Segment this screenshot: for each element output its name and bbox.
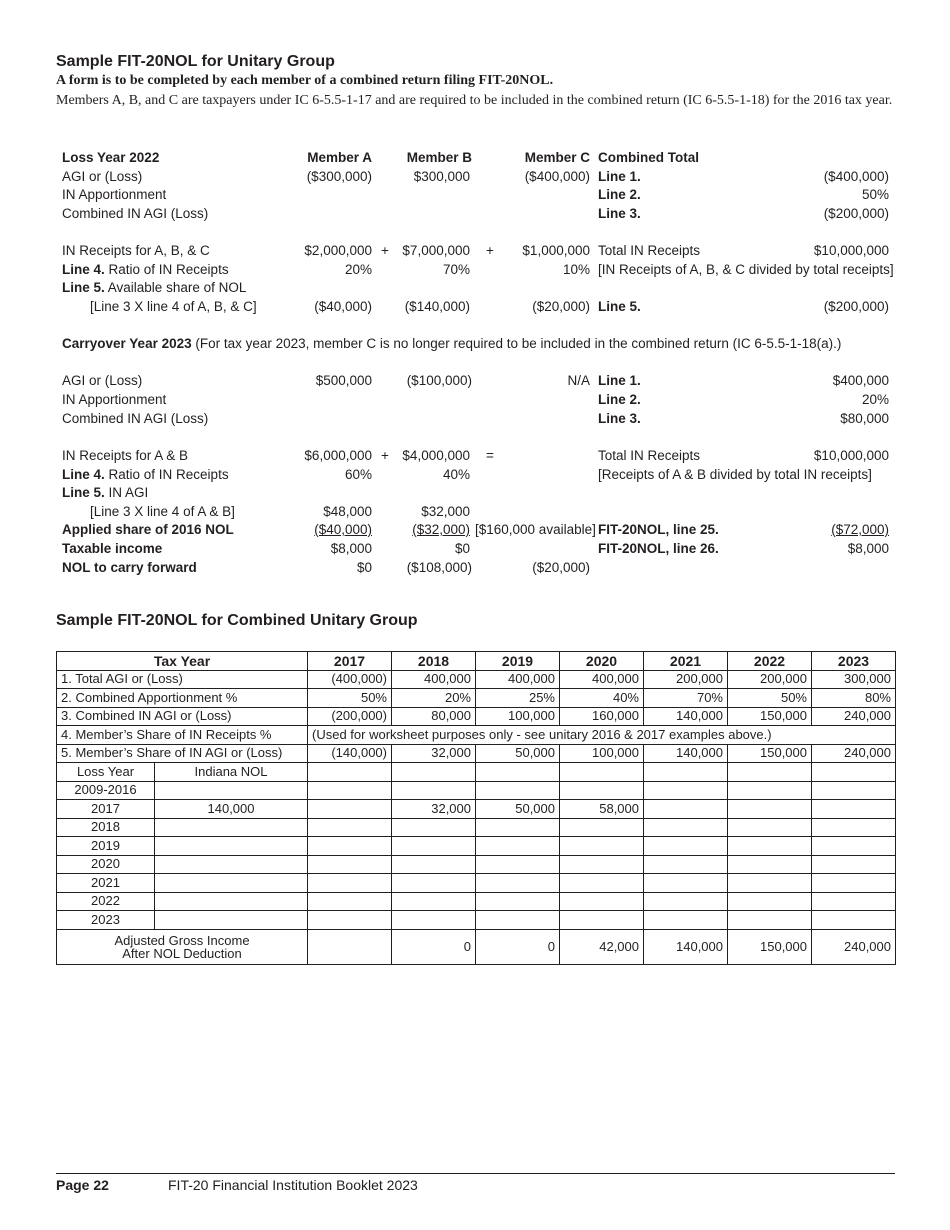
loss-year-cell: 2019	[57, 837, 155, 856]
line2-label: Line 2.	[598, 187, 641, 202]
c-ratio-label: Ratio of IN Receipts	[104, 467, 229, 482]
table-cell: 240,000	[812, 707, 896, 726]
loss-year-cell: 2020	[57, 855, 155, 874]
c-ratio-row-label	[62, 467, 229, 483]
table-row	[57, 707, 896, 726]
c-inagi-row-label	[62, 485, 148, 501]
c-combined-agi-label: Combined IN AGI (Loss)	[62, 411, 209, 426]
table-cell: 50,000	[476, 800, 560, 819]
line4-label: Line 4.	[62, 262, 105, 277]
table-cell	[392, 763, 476, 782]
section2-title: Sample FIT-20NOL for Combined Unitary Group	[56, 612, 418, 629]
loss-year-row	[57, 781, 896, 800]
table-cell: 80,000	[392, 707, 476, 726]
table-cell	[392, 818, 476, 837]
member-b-header: Member B	[406, 150, 472, 165]
table-cell	[728, 818, 812, 837]
loss-year-cell: 2023	[57, 911, 155, 930]
indiana-nol-header: Indiana NOL	[155, 763, 308, 782]
table-cell	[560, 837, 644, 856]
table-cell: 32,000	[392, 744, 476, 763]
receipts-c: $1,000,000	[522, 243, 590, 258]
row-label: 2. Combined Apportionment %	[57, 689, 308, 708]
agi-after-nol-row	[57, 929, 896, 964]
table-cell	[644, 855, 728, 874]
table-cell: 100,000	[476, 707, 560, 726]
table-cell	[644, 892, 728, 911]
table-cell: 42,000	[560, 929, 644, 964]
table-header-row	[57, 652, 896, 671]
row-label: 4. Member’s Share of IN Receipts %	[57, 726, 308, 745]
table-cell	[560, 855, 644, 874]
line5-total-label: Line 5.	[598, 299, 641, 314]
agi-b: $300,000	[413, 169, 470, 184]
share-label: Available share of NOL	[104, 280, 247, 295]
table-cell	[560, 763, 644, 782]
indiana-nol-cell	[155, 892, 308, 911]
subtitle: A form is to be completed by each member of a combined return filing FIT-20NOL.	[56, 73, 554, 88]
row-label: 3. Combined IN AGI or (Loss)	[57, 707, 308, 726]
table-cell	[812, 800, 896, 819]
loss-year-row	[57, 874, 896, 893]
nol-a: $0	[356, 560, 372, 575]
table-cell	[392, 837, 476, 856]
applied-share-a: ($40,000)	[314, 522, 372, 537]
table-cell: 400,000	[560, 670, 644, 689]
table-cell	[728, 763, 812, 782]
equals-sign: =	[486, 448, 494, 463]
table-cell	[728, 911, 812, 930]
loss-year-cell: 2017	[57, 800, 155, 819]
share-b: ($140,000)	[404, 299, 470, 314]
c-ratio-a: 60%	[344, 467, 372, 482]
page-number: Page 22	[56, 1177, 109, 1193]
table-cell: (400,000)	[308, 670, 392, 689]
footer-divider	[56, 1173, 895, 1174]
table-cell	[392, 874, 476, 893]
apportionment-label: IN Apportionment	[62, 187, 167, 202]
table-cell	[644, 818, 728, 837]
table-cell	[644, 781, 728, 800]
intro-paragraph: Members A, B, and C are taxpayers under IC 6-5.5-1-17 and are required to be included in the combined return (IC 6-5.5-1-18) for the 2016 tax year.	[56, 93, 893, 108]
year-header: 2019	[476, 652, 560, 671]
table-cell	[308, 855, 392, 874]
table-cell: 0	[392, 929, 476, 964]
year-header: 2018	[392, 652, 476, 671]
table-cell	[728, 837, 812, 856]
table-cell: 160,000	[560, 707, 644, 726]
c-line1-label: Line 1.	[598, 373, 641, 388]
nol-carry-forward-label: NOL to carry forward	[62, 560, 197, 575]
table-cell	[392, 892, 476, 911]
table-cell	[560, 911, 644, 930]
share-a: ($40,000)	[314, 299, 372, 314]
c-receipts-label: IN Receipts for A & B	[62, 448, 189, 463]
applied-share-label: Applied share of 2016 NOL	[62, 522, 234, 537]
line26-value: $8,000	[847, 541, 889, 556]
indiana-nol-cell	[155, 855, 308, 874]
ratio-row-label	[62, 262, 229, 278]
unitary-group-table	[56, 651, 896, 965]
line25-value: ($72,000)	[831, 522, 889, 537]
row-label: 1. Total AGI or (Loss)	[57, 670, 308, 689]
table-cell	[560, 874, 644, 893]
nol-b: ($108,000)	[406, 560, 472, 575]
loss-year-row	[57, 818, 896, 837]
table-cell: 150,000	[728, 744, 812, 763]
nol-c: ($20,000)	[532, 560, 590, 575]
line25-label: FIT-20NOL, line 25.	[598, 522, 719, 537]
loss-year-cell: 2009-2016	[57, 781, 155, 800]
c-ratio-note: [Receipts of A & B divided by total IN receipts]	[598, 467, 872, 482]
agi-after-nol-label-line1: Adjusted Gross Income	[114, 932, 250, 948]
table-cell	[812, 837, 896, 856]
line5-label: Line 5.	[62, 280, 105, 295]
loss-year-row	[57, 855, 896, 874]
table-cell	[476, 874, 560, 893]
share-sublabel: [Line 3 X line 4 of A, B, & C]	[90, 299, 257, 314]
tax-year-header: Tax Year	[57, 652, 308, 671]
c-agi-c: N/A	[567, 373, 590, 388]
table-cell: 150,000	[728, 707, 812, 726]
loss-rows	[57, 781, 896, 929]
table-cell: 20%	[392, 689, 476, 708]
table-cell	[476, 855, 560, 874]
loss-year-header: Loss Year	[57, 763, 155, 782]
table-cell: 50%	[308, 689, 392, 708]
line5-total-value: ($200,000)	[823, 299, 889, 314]
line1-value: ($400,000)	[823, 169, 889, 184]
line26-label: FIT-20NOL, line 26.	[598, 541, 719, 556]
table-cell: 140,000	[644, 929, 728, 964]
table-cell	[560, 892, 644, 911]
table-cell	[308, 781, 392, 800]
table-cell: 80%	[812, 689, 896, 708]
table-cell: 70%	[644, 689, 728, 708]
table-cell	[728, 855, 812, 874]
table-cell	[644, 763, 728, 782]
member-a-header: Member A	[307, 150, 372, 165]
carryover-heading: Carryover Year 2023	[62, 336, 192, 351]
table-cell: 200,000	[644, 670, 728, 689]
table-cell	[812, 818, 896, 837]
table-cell	[392, 781, 476, 800]
table-cell: 200,000	[728, 670, 812, 689]
table-row	[57, 744, 896, 763]
table-cell	[812, 763, 896, 782]
table-cell: 400,000	[476, 670, 560, 689]
total-receipts-label: Total IN Receipts	[598, 243, 701, 258]
table-cell	[728, 800, 812, 819]
table-cell	[308, 818, 392, 837]
c-agi-b: ($100,000)	[406, 373, 472, 388]
c-receipts-a: $6,000,000	[304, 448, 372, 463]
share-row-label	[62, 280, 246, 296]
c-agi-label: AGI or (Loss)	[62, 373, 143, 388]
table-cell: 300,000	[812, 670, 896, 689]
agi-c: ($400,000)	[524, 169, 590, 184]
year-header: 2017	[308, 652, 392, 671]
c-inagi-label: IN AGI	[104, 485, 149, 500]
available-note: [$160,000 available]	[475, 522, 596, 537]
table-cell	[728, 892, 812, 911]
table-cell	[392, 911, 476, 930]
agi-after-nol-label	[57, 929, 308, 964]
loss-year-cell: 2018	[57, 818, 155, 837]
taxable-a: $8,000	[330, 541, 372, 556]
table-cell	[308, 874, 392, 893]
table-cell	[476, 818, 560, 837]
indiana-nol-cell	[155, 874, 308, 893]
table-cell: 58,000	[560, 800, 644, 819]
c-total-receipts-label: Total IN Receipts	[598, 448, 701, 463]
row-label: 5. Member’s Share of IN AGI or (Loss)	[57, 744, 308, 763]
table-cell	[476, 763, 560, 782]
receipts-b: $7,000,000	[402, 243, 470, 258]
indiana-nol-cell	[155, 781, 308, 800]
c-agi-a: $500,000	[315, 373, 372, 388]
loss-year-header-row	[57, 763, 896, 782]
table-cell: 32,000	[392, 800, 476, 819]
page-title: Sample FIT-20NOL for Unitary Group	[56, 53, 335, 70]
c-inagi-a: $48,000	[323, 504, 372, 519]
loss-year-cell: 2022	[57, 892, 155, 911]
plus-sign: +	[381, 243, 389, 258]
carryover-heading-row	[62, 336, 841, 352]
table-cell: 100,000	[560, 744, 644, 763]
table-cell	[392, 855, 476, 874]
agi-after-nol-label-line2: After NOL Deduction	[122, 945, 242, 961]
table-cell: 50,000	[476, 744, 560, 763]
indiana-nol-cell	[155, 911, 308, 930]
table-cell	[812, 855, 896, 874]
loss-year-row	[57, 911, 896, 930]
table-cell	[812, 874, 896, 893]
table-cell: 140,000	[644, 744, 728, 763]
table-cell: 140,000	[644, 707, 728, 726]
table-cell	[308, 911, 392, 930]
table-cell	[812, 892, 896, 911]
table-cell: (200,000)	[308, 707, 392, 726]
indiana-nol-cell	[155, 818, 308, 837]
share-c: ($20,000)	[532, 299, 590, 314]
table-cell: 400,000	[392, 670, 476, 689]
table-cell: 0	[476, 929, 560, 964]
table-cell	[812, 911, 896, 930]
table-cell	[644, 874, 728, 893]
total-receipts-value: $10,000,000	[813, 243, 889, 258]
c-line2-label: Line 2.	[598, 392, 641, 407]
c-receipts-b: $4,000,000	[402, 448, 470, 463]
loss-year-cell: 2021	[57, 874, 155, 893]
combined-agi-label: Combined IN AGI (Loss)	[62, 206, 209, 221]
table-cell	[476, 911, 560, 930]
c-line3-value: $80,000	[840, 411, 889, 426]
table-cell	[476, 892, 560, 911]
loss-year-row	[57, 800, 896, 819]
ratio-note: [IN Receipts of A, B, & C divided by total receipts]	[598, 262, 894, 277]
ratio-c: 10%	[562, 262, 590, 277]
combined-total-header: Combined Total	[598, 150, 699, 165]
ratio-label: Ratio of IN Receipts	[104, 262, 229, 277]
agi-label: AGI or (Loss)	[62, 169, 143, 184]
table-cell	[728, 874, 812, 893]
line2-value: 50%	[861, 187, 889, 202]
table-cell	[476, 781, 560, 800]
year-header: 2020	[560, 652, 644, 671]
table-cell	[644, 911, 728, 930]
c-line4-label: Line 4.	[62, 467, 105, 482]
ratio-b: 70%	[442, 262, 470, 277]
table-row	[57, 726, 896, 745]
table-cell	[476, 837, 560, 856]
agi-a: ($300,000)	[306, 169, 372, 184]
table-row	[57, 689, 896, 708]
taxable-b: $0	[454, 541, 470, 556]
carryover-note: (For tax year 2023, member C is no longer required to be included in the combined return (IC 6-5.5-1-18(a).)	[191, 336, 842, 351]
indiana-nol-cell	[155, 837, 308, 856]
table-cell	[812, 781, 896, 800]
line3-value: ($200,000)	[823, 206, 889, 221]
table-cell	[728, 781, 812, 800]
loss-year-row	[57, 837, 896, 856]
plus-sign: +	[381, 448, 389, 463]
footer-title: FIT-20 Financial Institution Booklet 2023	[168, 1177, 418, 1193]
c-inagi-b: $32,000	[421, 504, 470, 519]
c-apportionment-label: IN Apportionment	[62, 392, 167, 407]
table-cell: 240,000	[812, 744, 896, 763]
c-line2-value: 20%	[861, 392, 889, 407]
indiana-nol-cell: 140,000	[155, 800, 308, 819]
c-line1-value: $400,000	[832, 373, 889, 388]
year-header: 2022	[728, 652, 812, 671]
table-cell	[644, 837, 728, 856]
table-cell	[308, 892, 392, 911]
c-ratio-b: 40%	[442, 467, 470, 482]
line3-label: Line 3.	[598, 206, 641, 221]
line1-label: Line 1.	[598, 169, 641, 184]
member-c-header: Member C	[524, 150, 590, 165]
table-cell	[308, 929, 392, 964]
table-cell: 40%	[560, 689, 644, 708]
worksheet-note: (Used for worksheet purposes only - see unitary 2016 & 2017 examples above.)	[308, 726, 896, 745]
year-header: 2021	[644, 652, 728, 671]
c-total-receipts-value: $10,000,000	[813, 448, 889, 463]
table-cell	[308, 763, 392, 782]
c-line3-label: Line 3.	[598, 411, 641, 426]
table-cell: 240,000	[812, 929, 896, 964]
receipts-label: IN Receipts for A, B, & C	[62, 243, 210, 258]
receipts-a: $2,000,000	[304, 243, 372, 258]
table-row	[57, 670, 896, 689]
table-cell	[308, 837, 392, 856]
c-line5-label: Line 5.	[62, 485, 105, 500]
table-cell	[308, 800, 392, 819]
loss-year-heading: Loss Year 2022	[62, 150, 160, 165]
table-cell: 50%	[728, 689, 812, 708]
c-inagi-sublabel: [Line 3 X line 4 of A & B]	[90, 504, 235, 519]
table-cell: 150,000	[728, 929, 812, 964]
table-cell: (140,000)	[308, 744, 392, 763]
plus-sign: +	[486, 243, 494, 258]
applied-share-b: ($32,000)	[412, 522, 470, 537]
ratio-a: 20%	[344, 262, 372, 277]
taxable-income-label: Taxable income	[62, 541, 163, 556]
table-cell	[560, 818, 644, 837]
year-header: 2023	[812, 652, 896, 671]
table-cell: 25%	[476, 689, 560, 708]
table-cell	[560, 781, 644, 800]
table-cell	[644, 800, 728, 819]
loss-year-row	[57, 892, 896, 911]
